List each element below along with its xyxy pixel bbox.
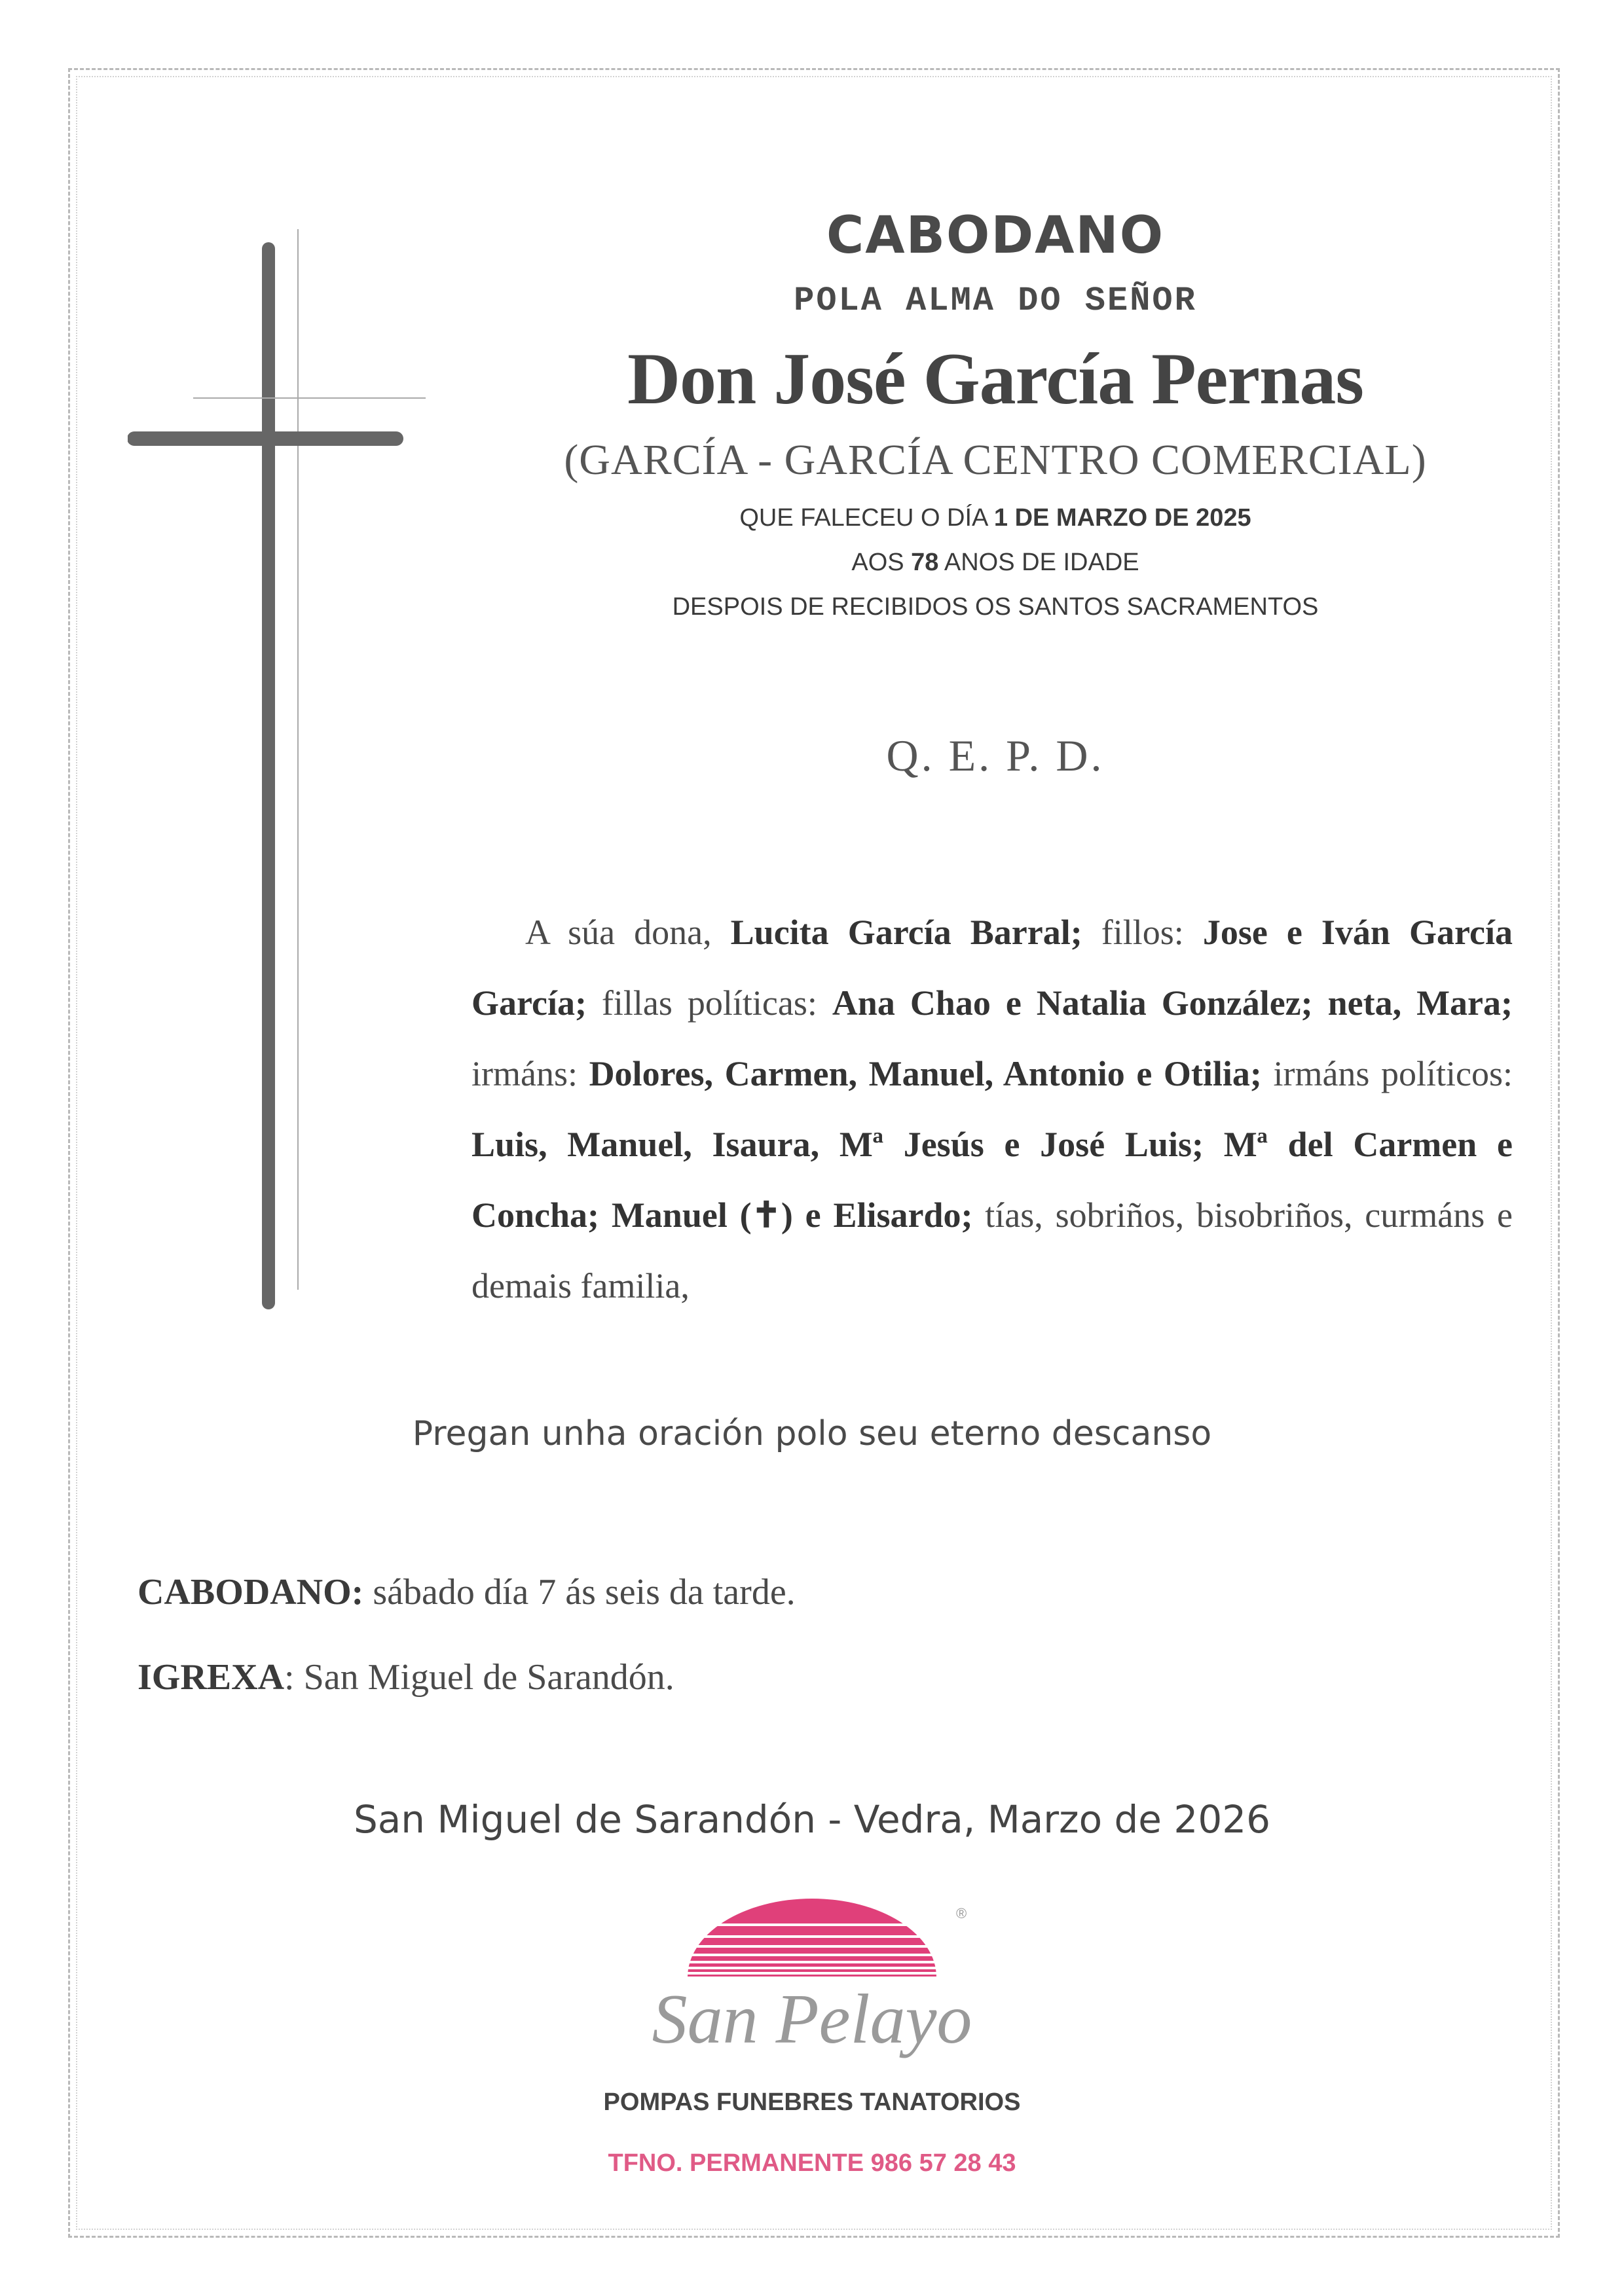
siblings-in-law: Luis, Manuel, Isaura, Mª Jesús e José Luis; Mª del Carmen e Concha; Manuel (✝) e Elisardo; <box>471 1125 1513 1235</box>
ceremony-subtitle: POLA ALMA DO SEÑOR <box>794 282 1197 320</box>
family-paragraph: A súa dona, Lucita García Barral; fillos: Jose e Iván García García; fillas políticas: Ana Chao e Natalia González; neta, Mara; irmáns: Dolores, Carmen, Manuel, Antonio e Otilia; irmáns políticos: Luis, Manuel, Isaura, Mª Jesús e José Luis; Mª del Carmen e Concha; Manuel (✝) e Elisardo; tías, sobriños, bisobriños, curmáns e demais familia, <box>471 913 1513 1305</box>
sons: Jose e Iván García García; <box>471 913 1513 1023</box>
church-label: IGREXA <box>138 1657 285 1698</box>
cross-icon <box>128 229 429 1316</box>
prayer-request: Pregan unha oración polo seu eterno descanso <box>412 1414 1212 1453</box>
church-info: IGREXA: San Miguel de Sarandón. <box>138 1657 674 1698</box>
cabodano-info: CABODANO: sábado día 7 ás seis da tarde. <box>138 1572 796 1613</box>
place-and-date: San Miguel de Sarandón - Vedra, Marzo de 2026 <box>353 1797 1271 1842</box>
death-date-line: QUE FALECEU O DÍA 1 DE MARZO DE 2025 <box>739 504 1251 532</box>
spouse: Lucita García Barral; <box>730 913 1082 952</box>
deceased-name: Don José García Pernas <box>627 338 1363 420</box>
registered-mark: ® <box>956 1905 967 1922</box>
granddaughter: neta, Mara; <box>1327 983 1513 1023</box>
sacraments-line: DESPOIS DE RECIBIDOS OS SANTOS SACRAMENTOS <box>672 593 1319 621</box>
daughters-in-law: Ana Chao e Natalia González; <box>832 983 1313 1023</box>
ceremony-title: CABODANO <box>826 206 1165 265</box>
san-pelayo-logo <box>648 1892 976 2115</box>
death-date: 1 DE MARZO DE 2025 <box>993 504 1251 532</box>
funeral-services: POMPAS FUNEBRES TANATORIOS <box>603 2088 1021 2116</box>
age-value: 78 <box>911 549 939 576</box>
logo-text: San Pelayo <box>652 1980 972 2058</box>
age-line: AOS 78 ANOS DE IDADE <box>851 549 1139 576</box>
qepd: Q. E. P. D. <box>886 731 1105 780</box>
cabodano-label: CABODANO: <box>138 1572 364 1613</box>
business-name: (GARCÍA - GARCÍA CENTRO COMERCIAL) <box>564 436 1427 484</box>
siblings: Dolores, Carmen, Manuel, Antonio e Otilia; <box>589 1054 1262 1093</box>
permanent-phone: TFNO. PERMANENTE 986 57 28 43 <box>608 2149 1016 2177</box>
